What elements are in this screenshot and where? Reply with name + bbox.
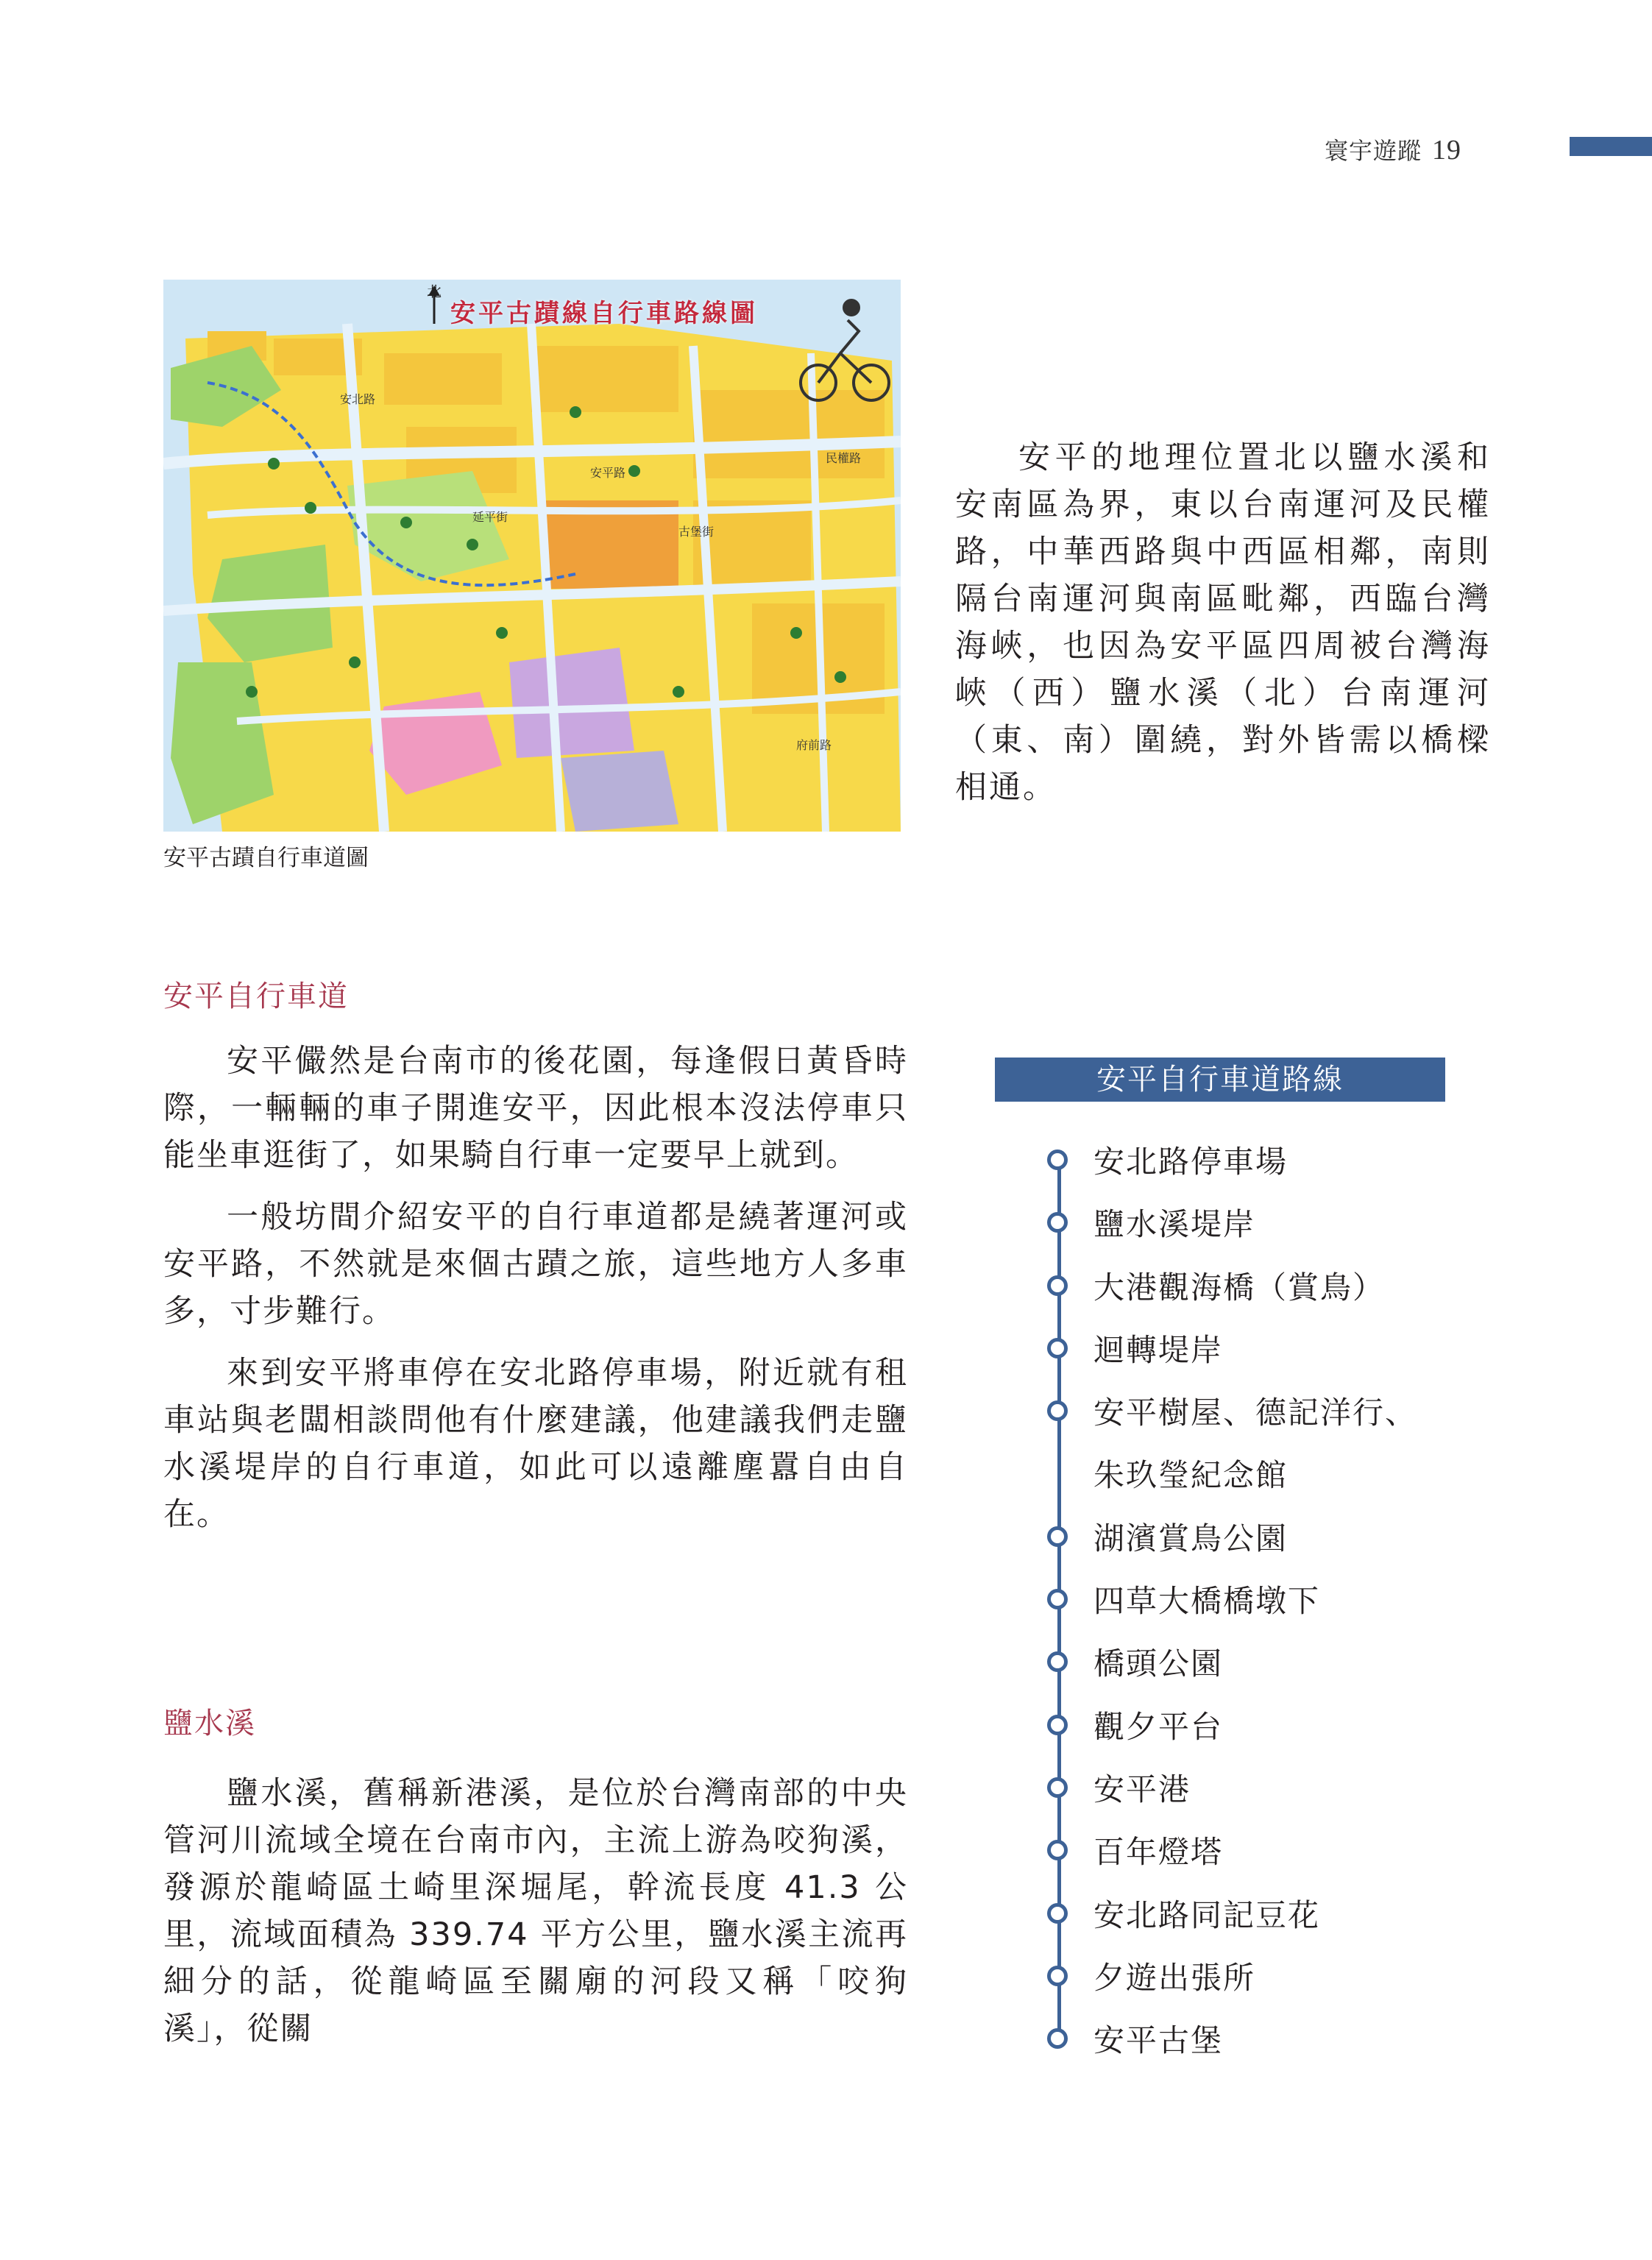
route-stop: 安北路同記豆花 bbox=[1047, 1891, 1320, 1935]
bike-route-map bbox=[163, 280, 901, 832]
map-street-label: 安平路 bbox=[590, 466, 626, 480]
route-node-icon bbox=[1047, 1526, 1068, 1547]
map-title: 安平古蹟線自行車路線圖 bbox=[450, 299, 758, 328]
route-node-icon bbox=[1047, 1275, 1068, 1296]
body-paragraph: 鹽水溪，舊稱新港溪，是位於台灣南部的中央管河川流域全境在台南市內，主流上游為咬狗溪，發源於龍崎區土崎里深堀尾，幹流長度 41.3 公里，流域面積為 339.74 平方公里，鹽水溪主流再細分的話，從龍崎區至關廟的河段又稱「咬狗溪」，從關 bbox=[163, 1775, 908, 2047]
route-node-icon bbox=[1047, 1212, 1068, 1233]
body-paragraph: 一般坊間介紹安平的自行車道都是繞著運河或安平路，不然就是來個古蹟之旅，這些地方人多車多，寸步難行。 bbox=[163, 1199, 908, 1330]
map-street-label: 安北路 bbox=[340, 392, 376, 406]
body-paragraph: 安平儼然是台南市的後花園，每逢假日黃昏時際，一輛輛的車子開進安平，因此根本沒法停車只能坐車逛街了，如果騎自行車一定要早上就到。 bbox=[163, 1043, 908, 1174]
route-node-icon bbox=[1047, 1840, 1068, 1860]
route-stop: 安平樹屋、德記洋行、 bbox=[1047, 1389, 1417, 1433]
section-name: 寰宇遊蹤 bbox=[1325, 137, 1422, 165]
intro-paragraph: 安平的地理位置北以鹽水溪和安南區為界，東以台南運河及民權路，中華西路與中西區相鄰，南則隔台南運河與南區毗鄰，西臨台灣海峽，也因為安平區四周被台灣海峽（西）鹽水溪（北）台南運河（東、南）圍繞，對外皆需以橋樑相通。 bbox=[955, 439, 1491, 806]
running-header bbox=[1325, 132, 1461, 166]
route-node-icon bbox=[1047, 1777, 1068, 1798]
salt-river-body bbox=[163, 1770, 908, 2052]
section-heading-bike-path: 安平自行車道 bbox=[163, 980, 349, 1013]
bike-path-body bbox=[163, 1038, 908, 1538]
route-stop: 百年燈塔 bbox=[1047, 1828, 1223, 1872]
route-stop: 橋頭公園 bbox=[1047, 1640, 1223, 1684]
route-node-icon bbox=[1047, 1150, 1068, 1170]
map-street-label: 府前路 bbox=[796, 738, 832, 752]
route-node-icon bbox=[1047, 1715, 1068, 1735]
route-stop: 觀夕平台 bbox=[1047, 1703, 1223, 1747]
route-stop: 安平港 bbox=[1047, 1765, 1191, 1810]
intro-text bbox=[955, 434, 1491, 811]
route-stop: 安北路停車場 bbox=[1047, 1138, 1288, 1182]
route-stop: 鹽水溪堤岸 bbox=[1047, 1200, 1255, 1244]
route-node-icon bbox=[1047, 2028, 1068, 2049]
route-node-icon bbox=[1047, 1338, 1068, 1359]
page-number: 19 bbox=[1432, 135, 1462, 166]
route-stop: 安平古堡 bbox=[1047, 2016, 1223, 2061]
section-heading-salt-river: 鹽水溪 bbox=[163, 1707, 256, 1740]
map-north-label: 北 bbox=[427, 283, 442, 300]
route-list-title: 安平自行車道路線 bbox=[995, 1058, 1445, 1102]
route-node-icon bbox=[1047, 1400, 1068, 1421]
route-stop-continuation: 朱玖瑩紀念館 bbox=[1093, 1457, 1288, 1493]
route-stop: 四草大橋橋墩下 bbox=[1047, 1577, 1320, 1621]
route-stop: 夕遊出張所 bbox=[1047, 1954, 1255, 1998]
route-node-icon bbox=[1047, 1966, 1068, 1986]
map-street-label: 古堡街 bbox=[678, 525, 715, 539]
map-caption: 安平古蹟自行車道圖 bbox=[163, 845, 369, 871]
route-stop: 大港觀海橋（賞鳥） bbox=[1047, 1264, 1385, 1308]
route-node-icon bbox=[1047, 1903, 1068, 1924]
body-paragraph: 來到安平將車停在安北路停車場，附近就有租車站與老闆相談問他有什麼建議，他建議我們走鹽水溪堤岸的自行車道，如此可以遠離塵囂自由自在。 bbox=[163, 1355, 908, 1533]
header-accent-bar bbox=[1570, 137, 1652, 156]
route-stop: 湖濱賞鳥公園 bbox=[1047, 1515, 1288, 1559]
route-node-icon bbox=[1047, 1651, 1068, 1672]
route-stop: 迴轉堤岸 bbox=[1047, 1326, 1223, 1370]
map-street-label: 民權路 bbox=[826, 451, 862, 465]
map-street-label: 延平街 bbox=[472, 510, 508, 524]
map-illustration bbox=[163, 280, 901, 832]
route-node-icon bbox=[1047, 1589, 1068, 1609]
